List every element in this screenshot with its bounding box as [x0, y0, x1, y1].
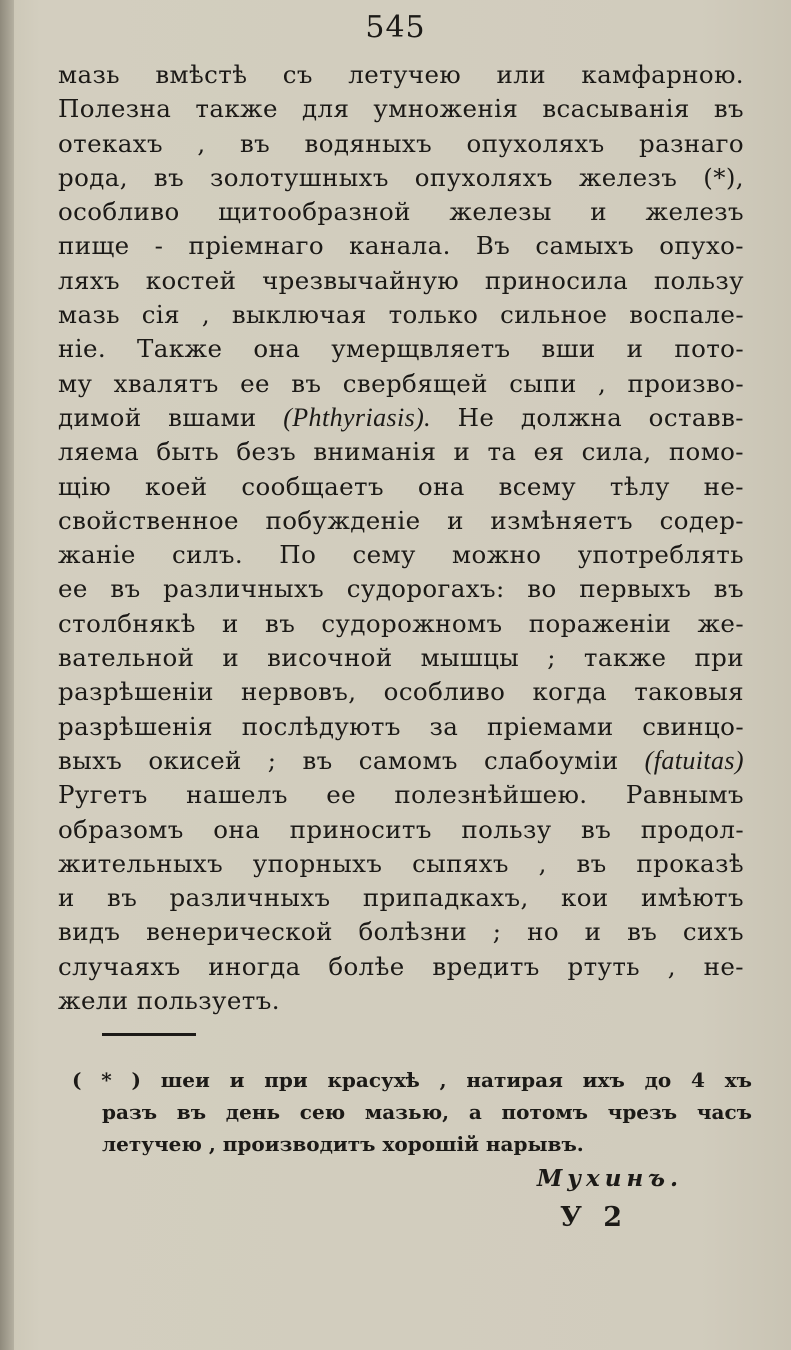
text-segment: выхъ окисей ; въ самомъ слабоуміи	[58, 745, 645, 775]
footnote	[72, 1064, 752, 1160]
text-line: мазь вмѣстѣ съ летучею или камфарною.	[58, 60, 744, 89]
text-line: ляхъ костей чрезвычайную приносила пользу	[58, 265, 744, 295]
text-line: му хвалятъ ее въ свербящей сыпи , произво-	[58, 368, 744, 398]
text-line: видъ венерической болѣзни ; но и въ сихъ	[58, 917, 744, 947]
text-line	[58, 401, 744, 435]
text-line: разрѣшенія послѣдуютъ за пріемами свинцо-	[58, 711, 744, 741]
text-line: пище - пріемнаго канала. Въ самыхъ опухо-	[58, 231, 744, 261]
text-line: столбнякѣ и въ судорожномъ пораженіи же-	[58, 608, 744, 638]
text-line: отекахъ , въ водяныхъ опухоляхъ разнаго	[58, 128, 744, 158]
text-line: свойственное побужденіе и измѣняетъ содер-	[58, 505, 744, 535]
text-line: Ругетъ нашелъ ее полезнѣйшею. Равнымъ	[58, 780, 744, 810]
text-line: Полезна также для умноженія всасыванія въ	[58, 94, 744, 124]
latin-term: (fatuitas)	[644, 745, 744, 775]
text-line: ее въ различныхъ судорогахъ: во первыхъ въ	[58, 574, 744, 604]
text-line: и въ различныхъ припадкахъ, кои имѣютъ	[58, 883, 744, 913]
main-text	[58, 58, 744, 1018]
footnote-line: разъ въ день сею мазью, а потомъ чрезъ часъ	[102, 1100, 752, 1124]
text-line: разрѣшеніи нервовъ, особливо когда таковыя	[58, 677, 744, 707]
sheet-signature-mark: У 2	[560, 1202, 629, 1233]
text-line: мазь сія , выключая только сильное воспале-	[58, 300, 744, 330]
text-line: случаяхъ иногда болѣе вредитъ ртуть , не-	[58, 951, 744, 981]
latin-term: (Phthyriasis).	[283, 402, 432, 432]
text-segment: димой вшами	[58, 402, 284, 432]
author-signature: Мухинъ.	[536, 1165, 683, 1192]
text-line: особливо щитообразной железы и железъ	[58, 197, 744, 227]
text-line: ніе. Также она умерщвляетъ вши и пото-	[58, 334, 744, 364]
text-line: жительныхъ упорныхъ сыпяхъ , въ проказѣ	[58, 848, 744, 878]
page-binding-edge	[0, 0, 14, 1350]
text-line: щію коей сообщаетъ она всему тѣлу не-	[58, 471, 744, 501]
text-line	[58, 744, 744, 778]
text-line: жели пользуетъ.	[58, 986, 280, 1016]
text-line: жаніе силъ. По сему можно употреблять	[58, 540, 744, 570]
footnote-line: летучею , производитъ хорошій нарывъ.	[102, 1132, 584, 1156]
text-segment: Не должна оставв-	[431, 402, 744, 432]
footnote-separator	[102, 1033, 196, 1036]
text-line: рода, въ золотушныхъ опухоляхъ железъ (*),	[58, 162, 744, 192]
footnote-line: ( * ) шеи и при красухѣ , натирая ихъ до 4 хъ	[72, 1068, 752, 1092]
text-line: вательной и височной мышцы ; также при	[58, 643, 744, 673]
text-line: ляема быть безъ вниманія и та ея сила, помо-	[58, 437, 744, 467]
page-number: 545	[365, 10, 426, 45]
text-line: образомъ она приноситъ пользу въ продол-	[58, 814, 744, 844]
